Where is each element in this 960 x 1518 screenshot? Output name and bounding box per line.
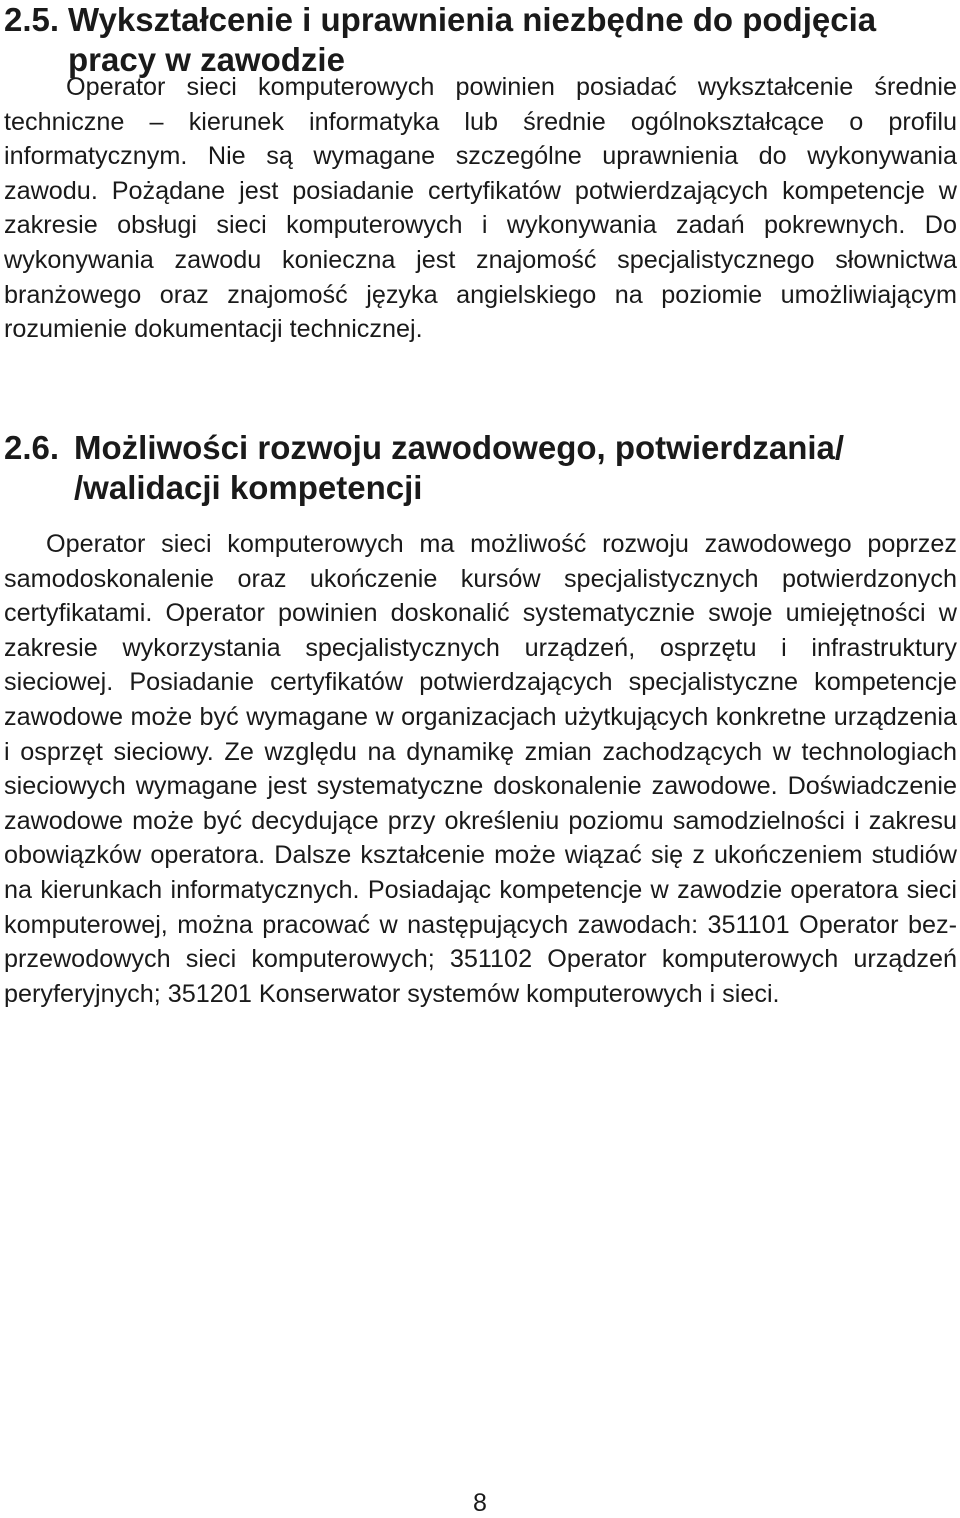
section-title-line-1: Wykształcenie i uprawnienia niezbędne do podjęcia — [68, 1, 877, 38]
section-heading-2-5 — [4, 0, 956, 80]
page-number: 8 — [473, 1489, 487, 1517]
section-title-line-2: pracy w zawodzie — [68, 41, 345, 78]
section-number: 2.6. — [4, 429, 60, 466]
section-title-line-1: Możliwości rozwoju zawodowego, potwierdzania/ — [74, 429, 845, 466]
section-title-line-2: /walidacji kompetencji — [74, 469, 423, 506]
section-paragraph-2-5: Operator sieci komputerowych powinien posiadać wykształcenie średnie techniczne – kierunek informatyka lub średnie ogólnokształcące o profilu informatycznym. Nie są wymagane szczególne uprawnienia do wykonywania zawodu. Pożądane jest posiadanie certyfikatów potwierdzających kompetencje w zakresie obsługi sieci komputerowych i wykonywania zadań pokrewnych. Do wykonywania zawodu konieczna jest znajomość specjalistycznego słownictwa branżowego oraz znajomość języka angielskiego na poziomie umożliwiającym rozumienie dokumentacji technicznej. — [4, 73, 957, 344]
section-paragraph-2-6: Operator sieci komputerowych ma możliwość rozwoju zawodowego poprzez samodoskonalenie oraz ukończenie kursów specjalistycznych potwierdzonych certyfikatami. Operator powinien doskonalić systematycznie swoje umiejętności w zakresie wykorzystania specjalistycznych urządzeń, osprzętu i infrastruktury sieciowej. Posiadanie certyfikatów potwierdzających specjalistyczne kompetencje zawodowe może być wymagane w organizacjach użytkujących konkretne urządzenia i osprzęt sieciowy. Ze względu na dynamikę zmian zachodzących w technologiach sieciowych wymagane jest systematyczne doskonalenie zawodowe. Doświadczenie zawodowe może być decydujące przy określeniu poziomu samodzielności i zakresu obowiązków operatora. Dalsze kształcenie może wiązać się z ukończeniem studiów na kierunkach informatycznych. Posiadając kompetencje w zawodzie operatora sieci komputerowej, można pracować w następujących zawodach: 351101 Operator bezprzewodowych sieci komputerowych; 351102 Operator komputerowych urządzeń peryferyjnych; 351201 Konserwator systemów komputerowych i sieci. — [4, 530, 957, 1008]
section-heading-2-6 — [4, 428, 956, 508]
section-number: 2.5. — [4, 1, 60, 38]
